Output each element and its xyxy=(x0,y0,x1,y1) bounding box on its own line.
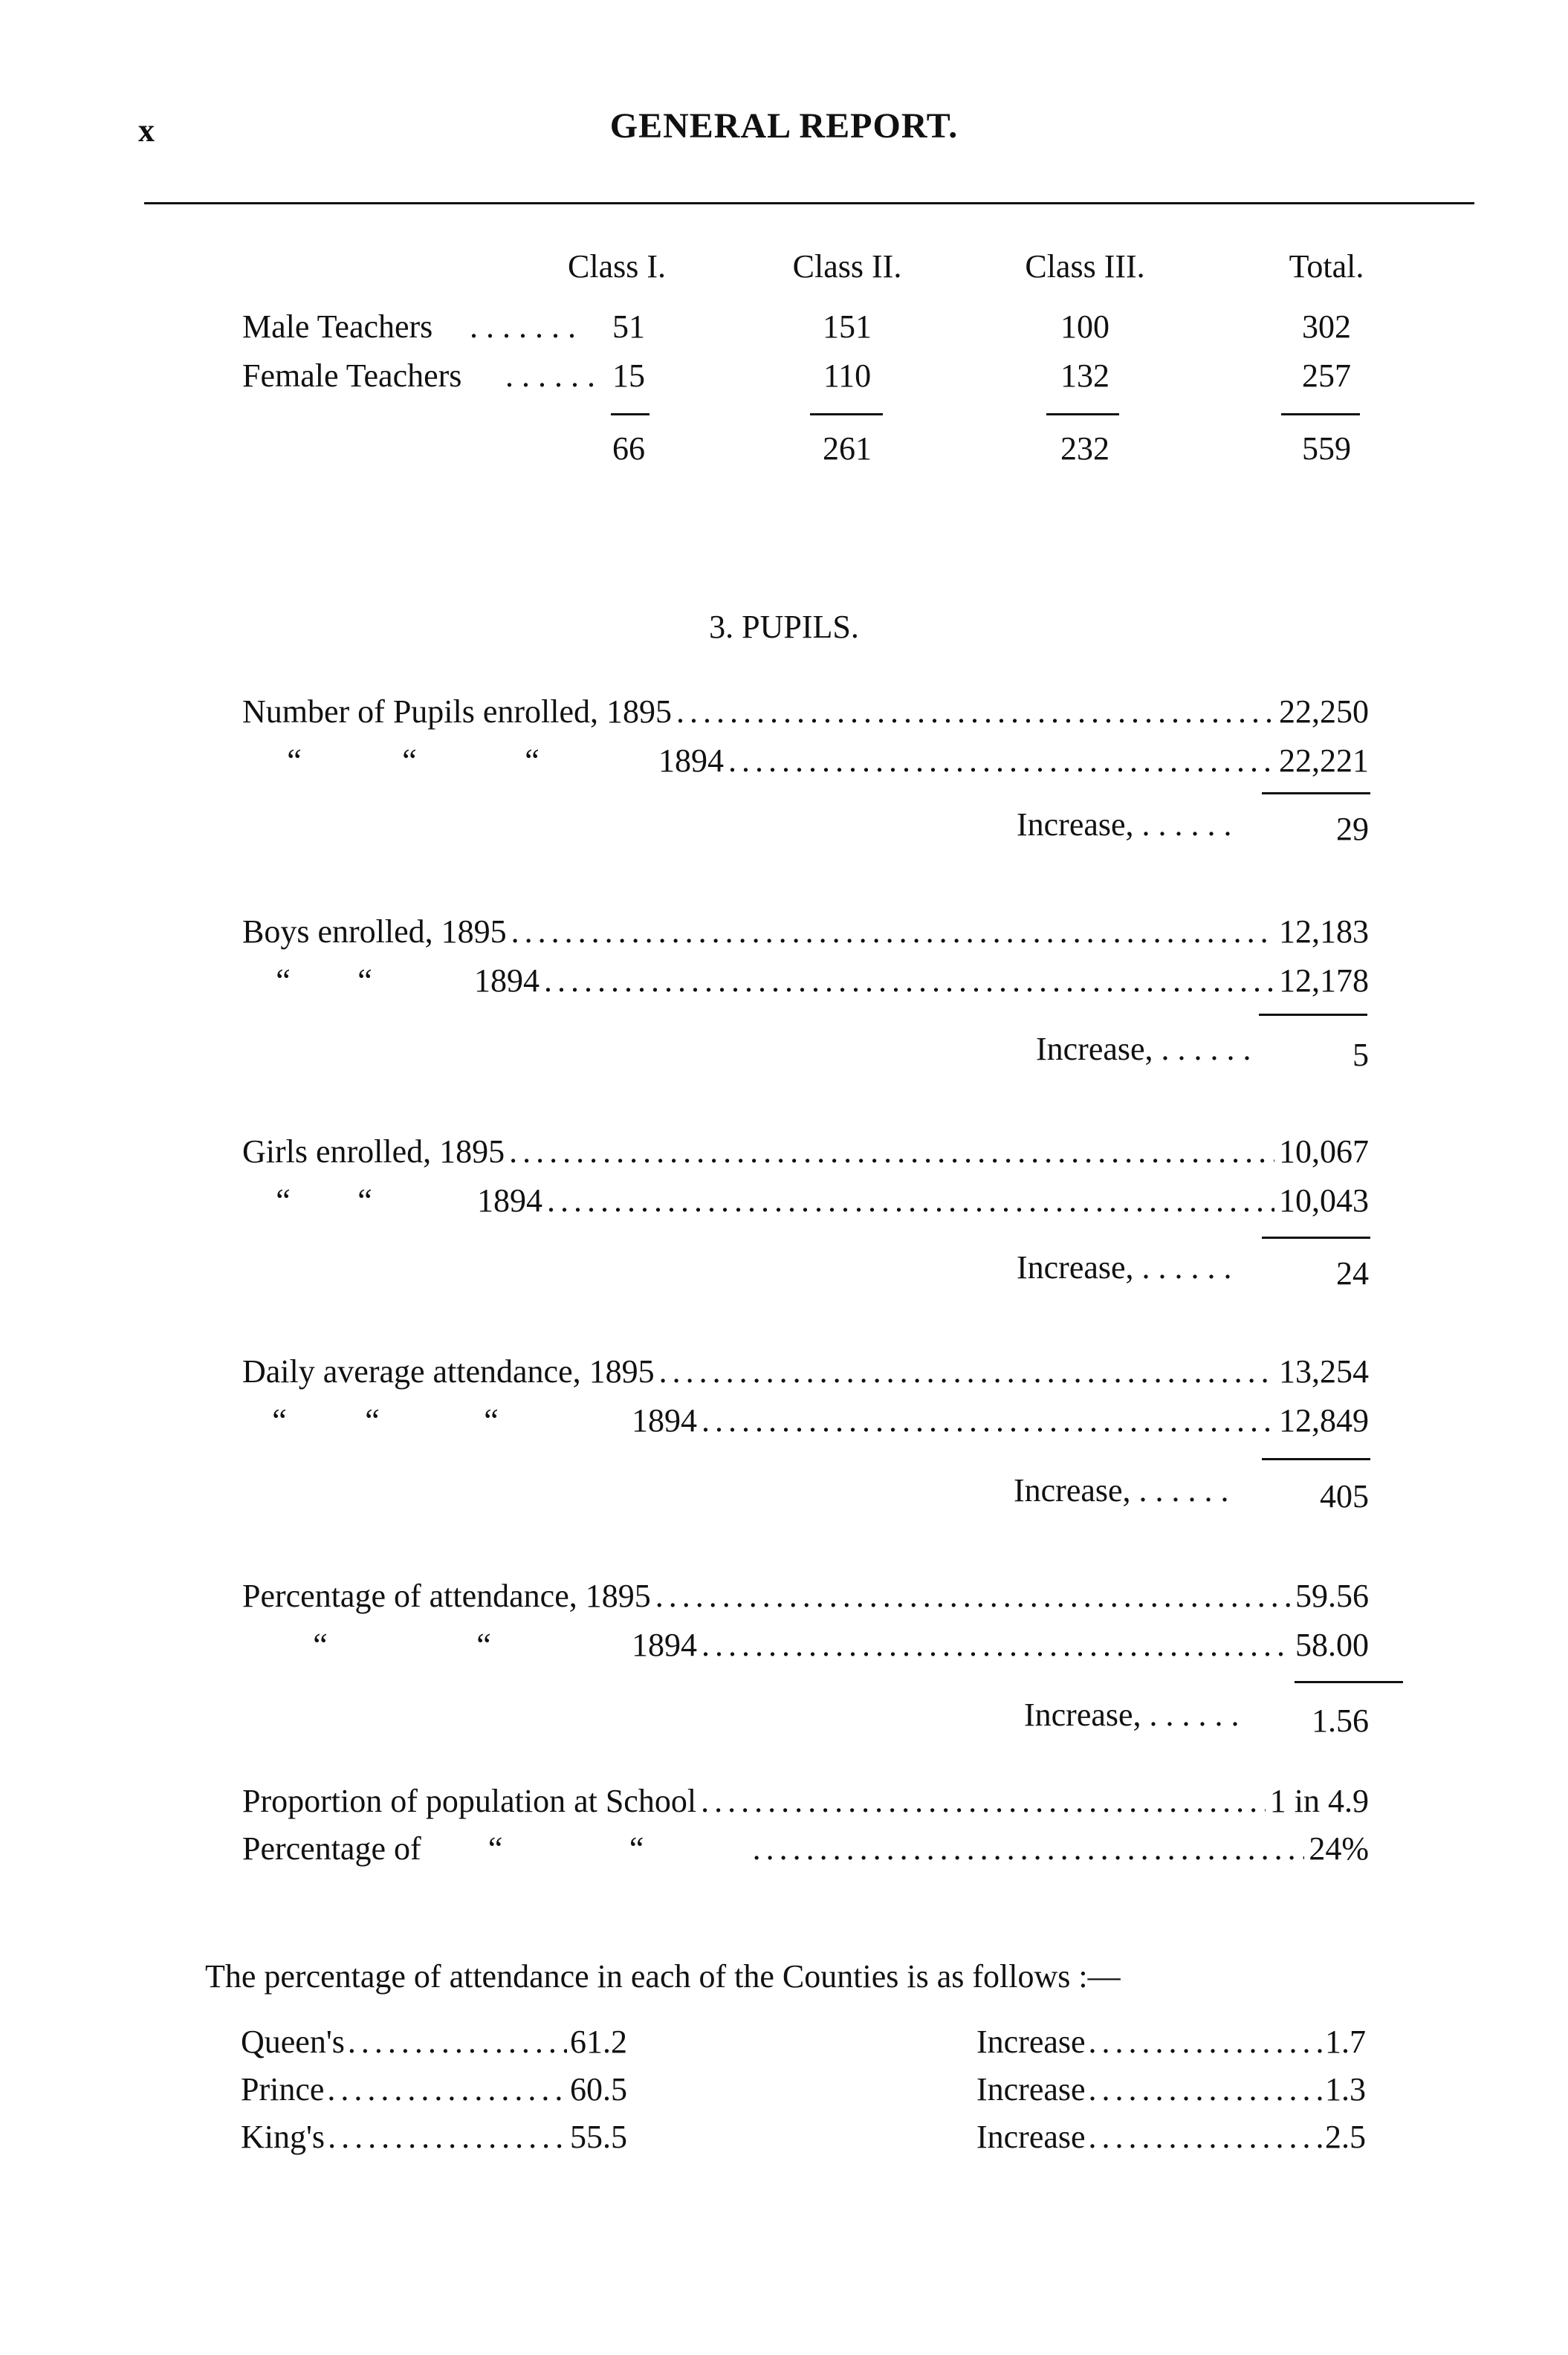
leader-dots xyxy=(728,742,1274,780)
increase-label: Increase xyxy=(976,2024,1086,2060)
ditto-mark: “ xyxy=(276,1182,291,1219)
leader-dots xyxy=(328,2118,567,2156)
increase-value: 405 xyxy=(1320,1478,1369,1515)
cell-male-class-3: 100 xyxy=(1060,308,1109,345)
cell-female-class-2: 110 xyxy=(823,357,872,394)
county-value: 55.5 xyxy=(570,2119,627,2155)
percentage-label: Percentage of xyxy=(242,1830,421,1867)
stat-value: 13,254 xyxy=(1279,1353,1369,1390)
stat-value: 12,178 xyxy=(1279,962,1369,999)
leader-dots xyxy=(348,2023,567,2061)
cell-female-class-3: 132 xyxy=(1060,357,1109,394)
stat-value: 22,221 xyxy=(1279,742,1369,779)
leader-dots xyxy=(676,693,1274,731)
ditto-mark: “ xyxy=(272,1402,287,1439)
ditto-mark: “ xyxy=(476,1627,491,1663)
sum-rule xyxy=(1259,1014,1367,1016)
stat-row-1895 xyxy=(242,1353,1369,1390)
cell-male-total: 302 xyxy=(1302,308,1351,345)
leader-dots xyxy=(701,1782,1266,1820)
county-row-prince xyxy=(241,2070,627,2108)
stat-year: 1894 xyxy=(632,1627,697,1663)
increase-label: Increase xyxy=(976,2071,1086,2108)
leader-dots xyxy=(753,1830,1305,1868)
sum-rule xyxy=(1295,1681,1403,1683)
column-header-total: Total. xyxy=(1289,248,1364,285)
county-value: 60.5 xyxy=(570,2071,627,2108)
stat-row-1894 xyxy=(242,1626,1369,1664)
increase-label: Increase, . . . . . . xyxy=(1014,1472,1229,1509)
proportion-label: Proportion of population at School xyxy=(242,1783,697,1819)
stat-label: Daily average attendance, 1895 xyxy=(242,1353,655,1390)
stat-row-1895 xyxy=(242,913,1369,950)
stat-label: Boys enrolled, 1895 xyxy=(242,913,507,950)
stat-year: 1894 xyxy=(658,742,724,779)
ditto-mark: “ xyxy=(287,742,302,779)
cell-female-total: 257 xyxy=(1302,357,1351,394)
column-header-class-3: Class III. xyxy=(1025,248,1145,285)
leader-dots xyxy=(327,2070,567,2108)
percentage-value: 24% xyxy=(1309,1830,1369,1867)
leader-dots xyxy=(659,1353,1274,1390)
cell-male-class-2: 151 xyxy=(823,308,872,345)
stat-year: 1894 xyxy=(474,962,540,999)
stat-row-1894 xyxy=(242,962,1369,1000)
county-value: 61.2 xyxy=(570,2024,627,2060)
leader-dots xyxy=(702,1626,1291,1664)
stat-value: 12,849 xyxy=(1279,1402,1369,1439)
stat-value: 10,067 xyxy=(1279,1133,1369,1170)
stat-value: 58.00 xyxy=(1295,1627,1369,1663)
leader-dots xyxy=(511,913,1274,950)
ditto-mark: “ xyxy=(357,1182,372,1219)
increase-label: Increase, . . . . . . xyxy=(1024,1697,1240,1733)
increase-label: Increase, . . . . . . xyxy=(1036,1031,1251,1067)
increase-value: 5 xyxy=(1352,1037,1369,1073)
sum-rule xyxy=(1281,413,1360,415)
sum-rule xyxy=(1262,1237,1370,1239)
county-row-queens xyxy=(241,2023,627,2061)
increase-value: 1.7 xyxy=(1325,2024,1366,2060)
leader-dots xyxy=(702,1402,1274,1439)
increase-value: 2.5 xyxy=(1325,2119,1366,2155)
sum-rule xyxy=(1046,413,1119,415)
stat-value: 10,043 xyxy=(1279,1182,1369,1219)
page-number: x xyxy=(138,112,155,149)
total-class-2: 261 xyxy=(823,430,872,467)
stat-label: Percentage of attendance, 1895 xyxy=(242,1578,651,1614)
leader-dots xyxy=(544,962,1274,1000)
stat-row-1895 xyxy=(242,1133,1369,1170)
header-rule xyxy=(144,202,1474,204)
county-increase-kings xyxy=(976,2118,1366,2156)
leader-dots xyxy=(547,1182,1274,1219)
stat-row-1894 xyxy=(242,742,1369,780)
row-label-female-teachers: Female Teachers xyxy=(242,357,462,394)
row-label-male-teachers: Male Teachers xyxy=(242,308,433,345)
increase-label: Increase, . . . . . . xyxy=(1017,806,1232,843)
ditto-mark: “ xyxy=(484,1402,499,1439)
stat-label: Number of Pupils enrolled, 1895 xyxy=(242,693,673,730)
population-percentage-row xyxy=(242,1830,1369,1868)
page-title: GENERAL REPORT. xyxy=(609,106,959,146)
stat-value: 12,183 xyxy=(1279,913,1369,950)
column-header-class-2: Class II. xyxy=(792,248,902,285)
sum-rule xyxy=(810,413,883,415)
increase-value: 1.56 xyxy=(1312,1703,1369,1739)
increase-label: Increase, . . . . . . xyxy=(1017,1249,1232,1286)
ditto-mark: “ xyxy=(313,1627,328,1663)
sum-rule xyxy=(1262,792,1370,794)
total-class-1: 66 xyxy=(612,430,645,467)
cell-female-class-1: 15 xyxy=(612,357,645,394)
ditto-mark: “ xyxy=(276,962,291,999)
stat-row-1895 xyxy=(242,693,1369,731)
ditto-mark: “ xyxy=(402,742,417,779)
section-heading-pupils: 3. PUPILS. xyxy=(709,609,859,645)
county-name: King's xyxy=(241,2119,325,2155)
ditto-mark: “ xyxy=(525,742,540,779)
total-grand: 559 xyxy=(1302,430,1351,467)
stat-row-1894 xyxy=(242,1182,1369,1219)
county-name: Queen's xyxy=(241,2024,345,2060)
stat-value: 22,250 xyxy=(1279,693,1369,730)
sum-rule xyxy=(1262,1458,1370,1460)
proportion-row xyxy=(242,1782,1369,1820)
counties-intro: The percentage of attendance in each of the Counties is as follows :— xyxy=(205,1958,1121,1995)
leader-dots xyxy=(655,1577,1291,1615)
leader-dots: . . . . . . . xyxy=(470,308,576,345)
increase-value: 24 xyxy=(1336,1255,1369,1292)
cell-male-class-1: 51 xyxy=(612,308,645,345)
ditto-mark: “ xyxy=(629,1830,644,1867)
leader-dots xyxy=(509,1133,1274,1170)
stat-value: 59.56 xyxy=(1295,1578,1369,1614)
county-row-kings xyxy=(241,2118,627,2156)
column-header-class-1: Class I. xyxy=(568,248,666,285)
county-increase-prince xyxy=(976,2070,1366,2108)
ditto-mark: “ xyxy=(365,1402,380,1439)
stat-row-1895 xyxy=(242,1577,1369,1615)
stat-label: Girls enrolled, 1895 xyxy=(242,1133,505,1170)
leader-dots xyxy=(1089,2118,1322,2156)
stat-year: 1894 xyxy=(632,1402,697,1439)
total-class-3: 232 xyxy=(1060,430,1109,467)
ditto-mark: “ xyxy=(357,962,372,999)
stat-year: 1894 xyxy=(477,1182,542,1219)
increase-label: Increase xyxy=(976,2119,1086,2155)
county-increase-queens xyxy=(976,2023,1366,2061)
increase-value: 1.3 xyxy=(1325,2071,1366,2108)
sum-rule xyxy=(611,413,649,415)
ditto-mark: “ xyxy=(487,1830,503,1867)
stat-row-1894 xyxy=(242,1402,1369,1439)
proportion-value: 1 in 4.9 xyxy=(1269,1783,1369,1819)
leader-dots: . . . . . . xyxy=(505,357,595,394)
leader-dots xyxy=(1089,2070,1322,2108)
county-name: Prince xyxy=(241,2071,325,2108)
increase-value: 29 xyxy=(1336,811,1369,847)
leader-dots xyxy=(1089,2023,1322,2061)
